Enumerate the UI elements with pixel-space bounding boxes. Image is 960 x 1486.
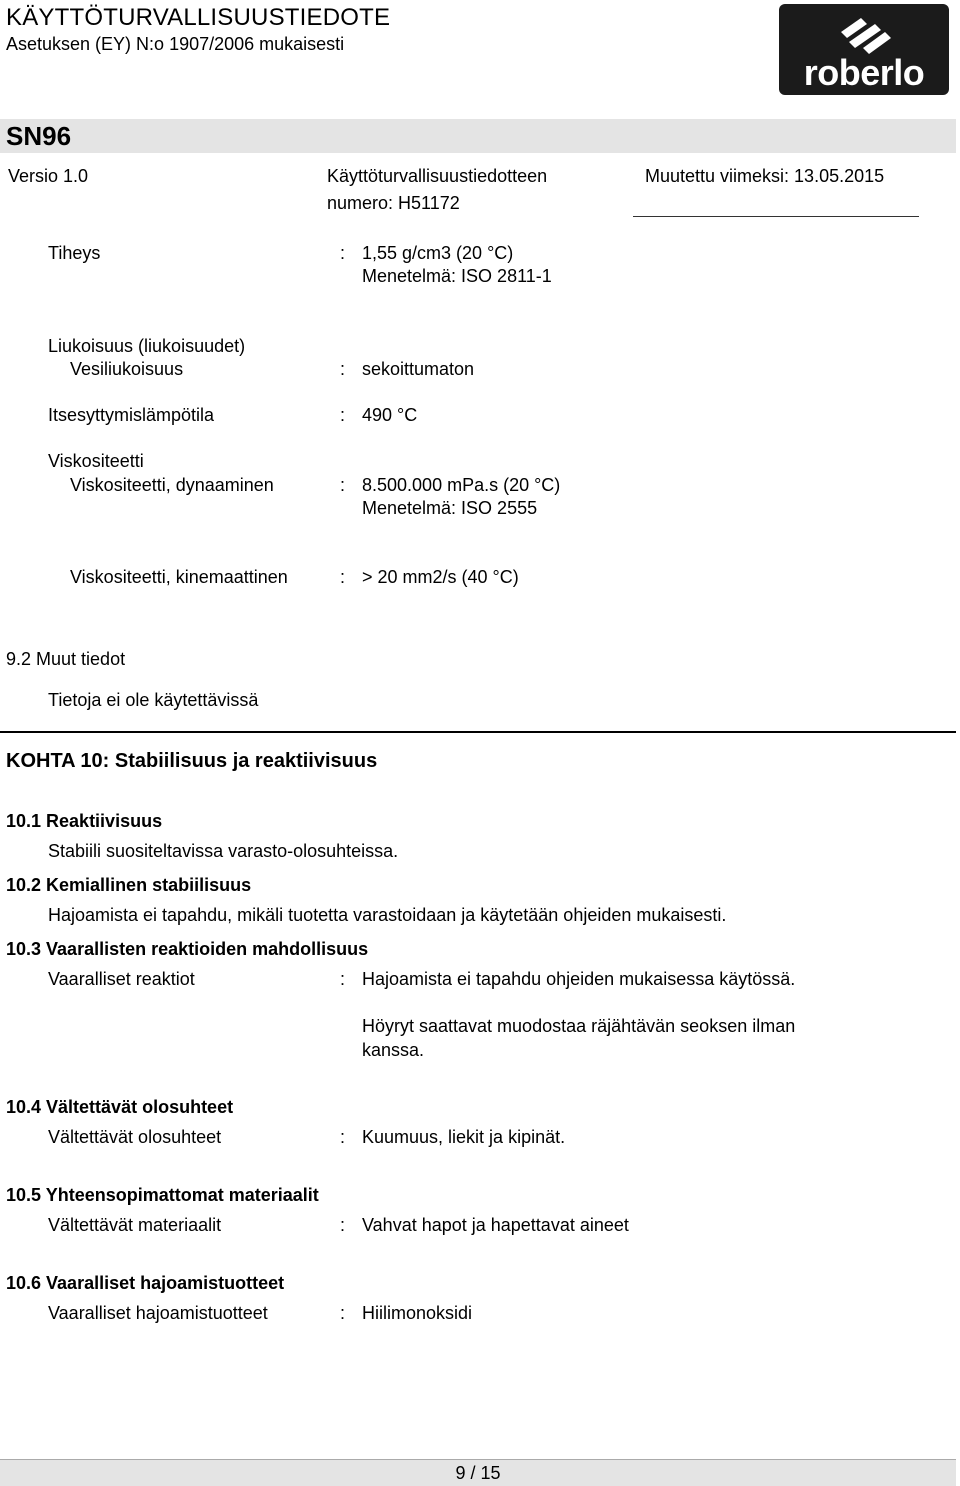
autoignition-value: 490 °C <box>362 405 418 425</box>
document-title: KÄYTTÖTURVALLISUUSTIEDOTE <box>6 4 391 31</box>
subsection-10-1-text: Stabiili suositeltavissa varasto-olosuhteissa. <box>48 841 399 861</box>
product-name: SN96 <box>6 121 72 151</box>
autoignition-label: Itsesyttymislämpötila <box>48 405 215 425</box>
density-value: 1,55 g/cm3 (20 °C) <box>362 243 514 263</box>
other-info-text: Tietoja ei ole käytettävissä <box>48 690 259 710</box>
dangerous-reactions-value: Hajoamista ei tapahdu ohjeiden mukaisessa käytössä. <box>362 969 796 989</box>
incompatible-materials-label: Vältettävät materiaalit <box>48 1215 222 1235</box>
version-label: Versio 1.0 <box>8 166 89 186</box>
colon: : <box>340 969 346 989</box>
decomposition-products-value: Hiilimonoksidi <box>362 1303 473 1323</box>
subsection-10-4-heading: 10.4 Vältettävät olosuhteet <box>6 1097 234 1117</box>
colon: : <box>340 243 346 263</box>
subsection-10-5-heading: 10.5 Yhteensopimattomat materiaalit <box>6 1185 319 1205</box>
subsection-10-2-heading: 10.2 Kemiallinen stabiilisuus <box>6 875 252 895</box>
density-label: Tiheys <box>48 243 101 263</box>
viscosity-kinematic-value: > 20 mm2/s (40 °C) <box>362 567 519 587</box>
colon: : <box>340 405 346 425</box>
subsection-10-2-text: Hajoamista ei tapahdu, mikäli tuotetta varastoidaan ja käytetään ohjeiden mukaisesti. <box>48 905 727 925</box>
page-number: 9 / 15 <box>455 1463 501 1483</box>
product-band <box>0 119 956 153</box>
density-method: Menetelmä: ISO 2811-1 <box>362 266 552 286</box>
subsection-10-3-heading: 10.3 Vaarallisten reaktioiden mahdollisuus <box>6 939 369 959</box>
viscosity-dynamic-value: 8.500.000 mPa.s (20 °C) <box>362 475 561 495</box>
incompatible-materials-value: Vahvat hapot ja hapettavat aineet <box>362 1215 629 1235</box>
viscosity-dynamic-label: Viskositeetti, dynaaminen <box>70 475 274 495</box>
colon: : <box>340 475 346 495</box>
viscosity-kinematic-label: Viskositeetti, kinemaattinen <box>70 567 288 587</box>
dangerous-reactions-note-line2: kanssa. <box>362 1040 425 1060</box>
logo-wordmark: roberlo <box>803 52 925 93</box>
conditions-to-avoid-value: Kuumuus, liekit ja kipinät. <box>362 1127 566 1147</box>
subsection-10-1-heading: 10.1 Reaktiivisuus <box>6 811 163 831</box>
colon: : <box>340 1215 346 1235</box>
doc-number-line1: Käyttöturvallisuustiedotteen <box>327 166 548 186</box>
roberlo-logo <box>779 4 949 95</box>
water-solubility-value: sekoittumaton <box>362 359 475 379</box>
solubility-label: Liukoisuus (liukoisuudet) <box>48 336 246 356</box>
decomposition-products-label: Vaaralliset hajoamistuotteet <box>48 1303 268 1323</box>
doc-number-line2: numero: H51172 <box>327 193 460 213</box>
viscosity-dynamic-method: Menetelmä: ISO 2555 <box>362 498 538 518</box>
other-info-heading: 9.2 Muut tiedot <box>6 649 126 669</box>
colon: : <box>340 359 346 379</box>
document-subtitle: Asetuksen (EY) N:o 1907/2006 mukaisesti <box>6 34 345 54</box>
revised-date: Muutettu viimeksi: 13.05.2015 <box>645 166 885 186</box>
colon: : <box>340 1127 346 1147</box>
header-divider <box>633 216 919 217</box>
dangerous-reactions-label: Vaaralliset reaktiot <box>48 969 195 989</box>
water-solubility-label: Vesiliukoisuus <box>70 359 184 379</box>
subsection-10-6-heading: 10.6 Vaaralliset hajoamistuotteet <box>6 1273 285 1293</box>
footer-divider <box>0 1459 956 1460</box>
section-10-heading: KOHTA 10: Stabiilisuus ja reaktiivisuus <box>6 750 378 772</box>
dangerous-reactions-note-line1: Höyryt saattavat muodostaa räjähtävän seoksen ilman <box>362 1016 796 1036</box>
viscosity-label: Viskositeetti <box>48 451 144 471</box>
colon: : <box>340 567 346 587</box>
colon: : <box>340 1303 346 1323</box>
conditions-to-avoid-label: Vältettävät olosuhteet <box>48 1127 222 1147</box>
section-divider <box>0 731 956 733</box>
